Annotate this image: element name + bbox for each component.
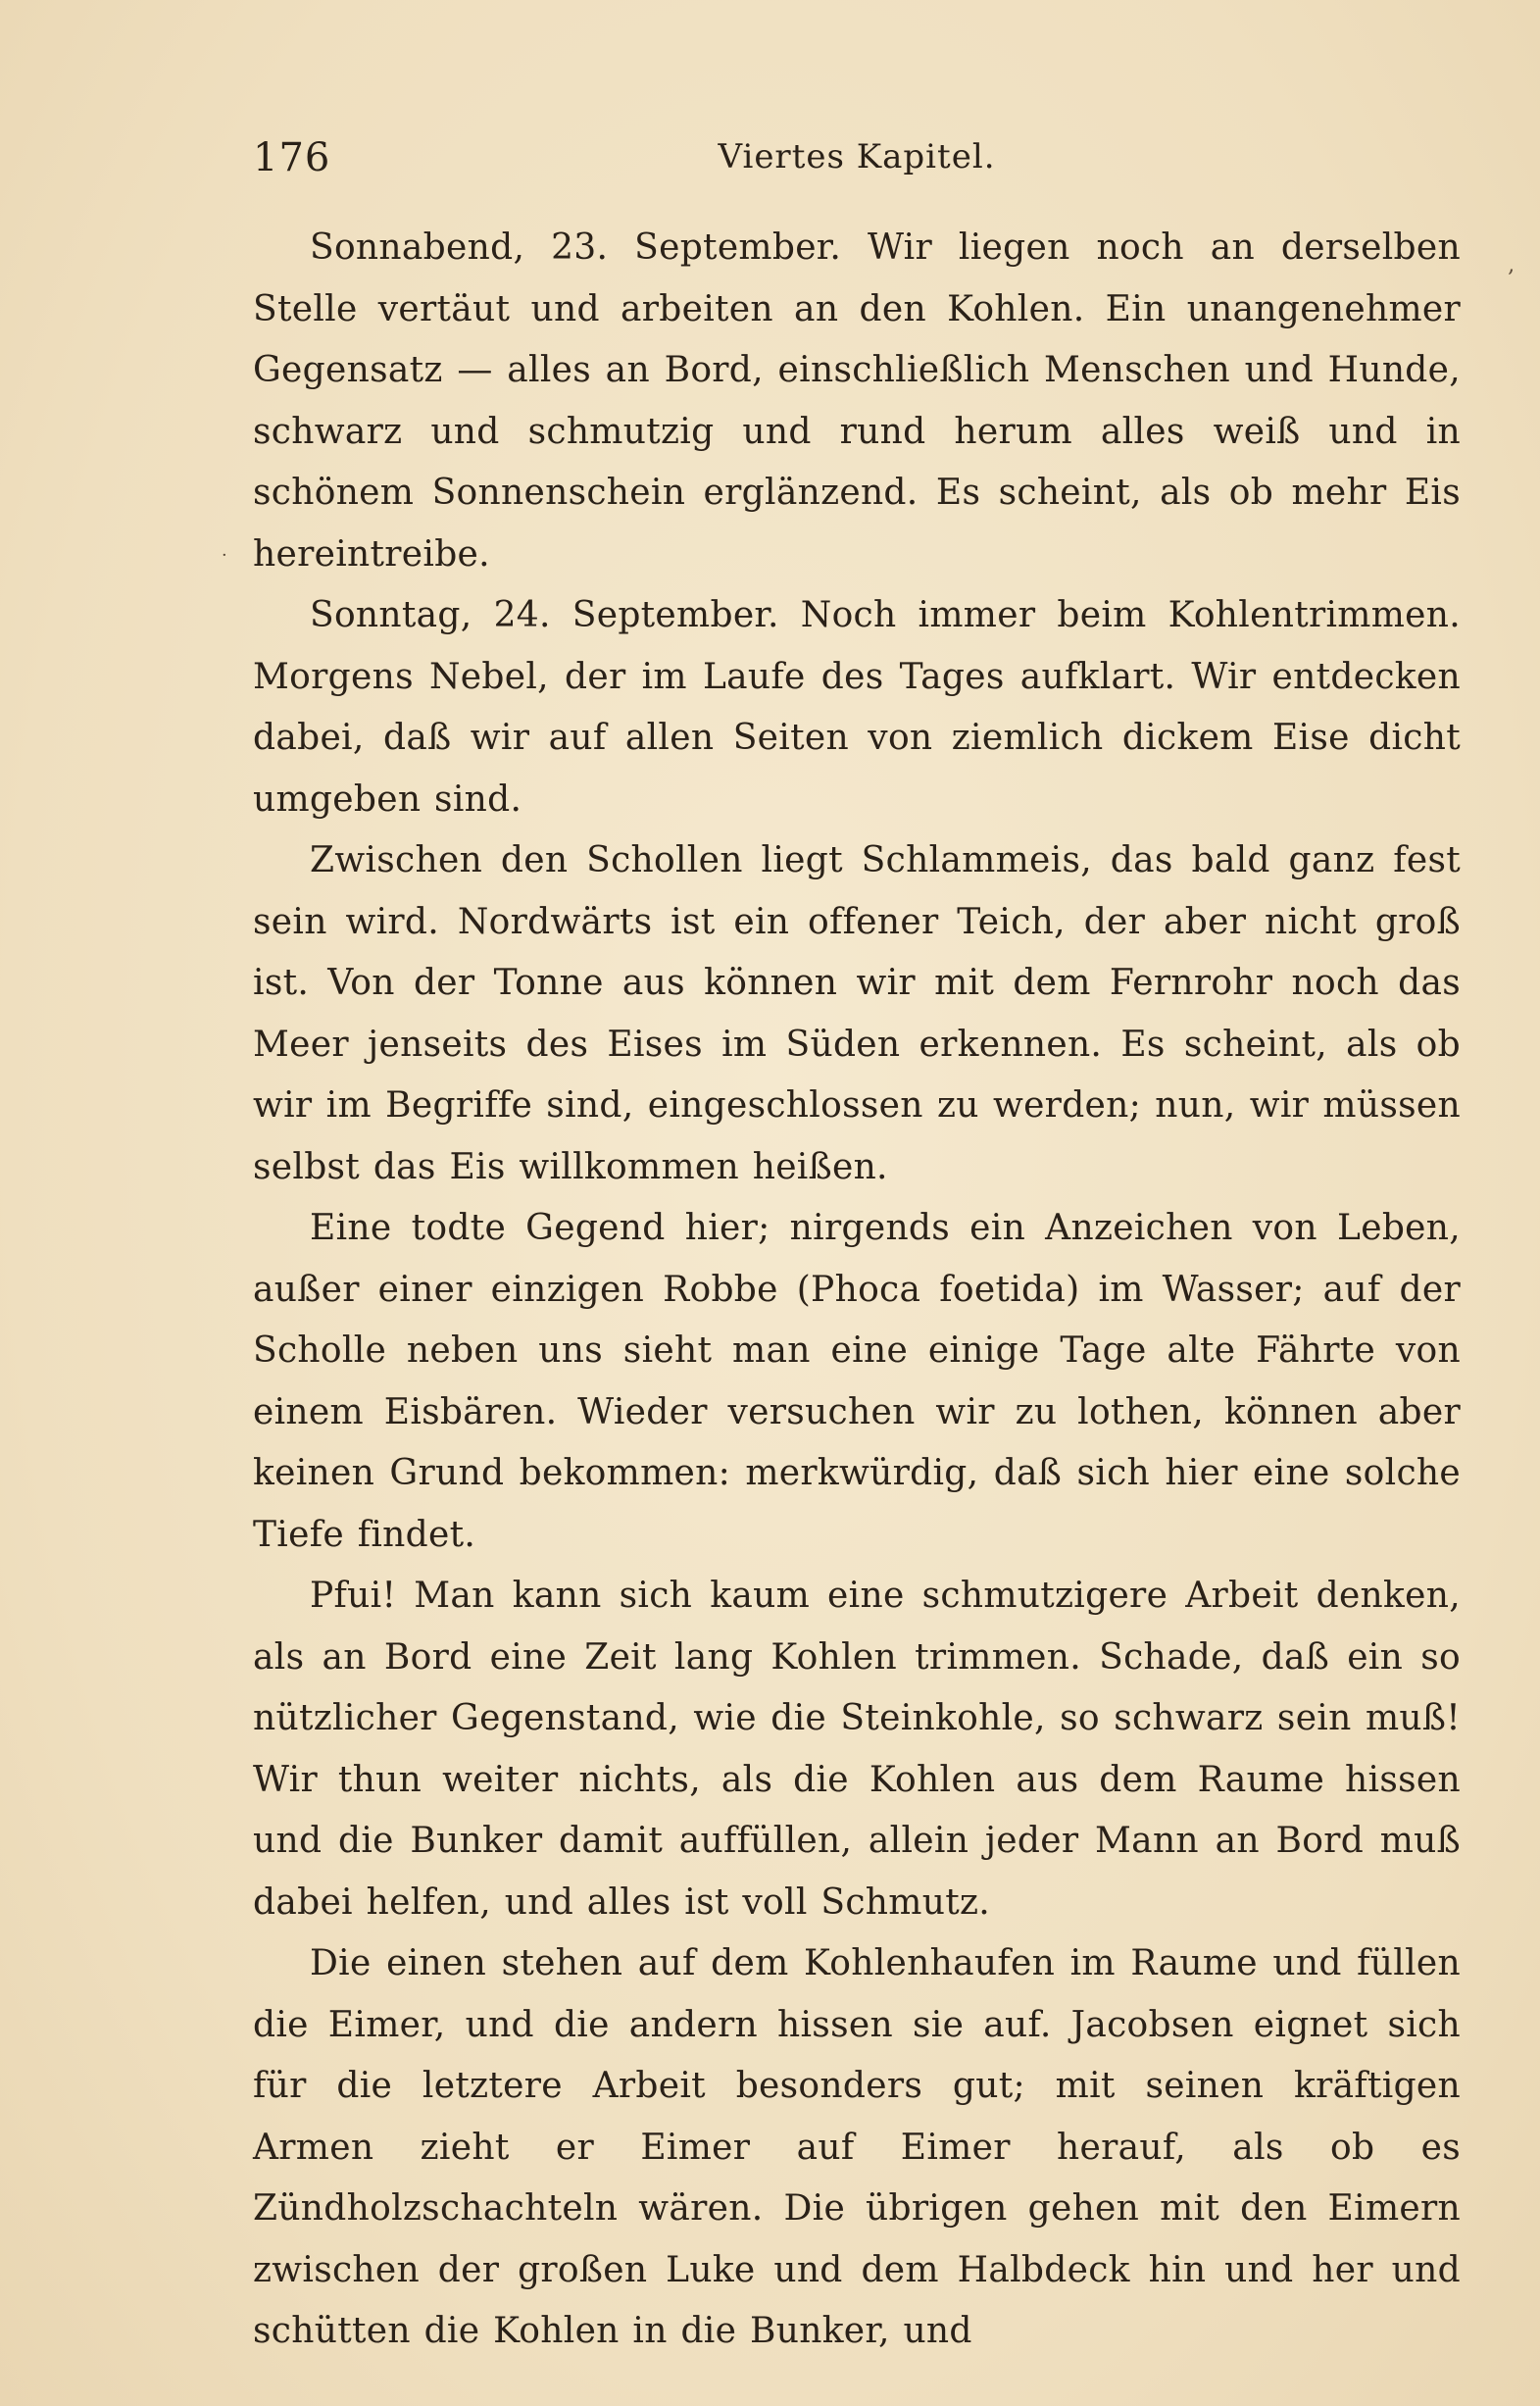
margin-mark-icon: ‚: [1508, 253, 1515, 277]
page-header: [253, 127, 1461, 186]
paragraph-3: Zwischen den Schollen liegt Schlammeis, das bald ganz fest sein wird. Nordwärts ist ein offener Teich, der aber nicht groß ist. Von der Tonne aus können wir mit dem Fernrohr noch das Meer jenseits des Eises im Süden erkennen. Es scheint, als ob wir im Begriffe sind, eingeschlossen zu werden; nun, wir müssen selbst das Eis willkommen heißen.: [253, 840, 1461, 1187]
paragraph-5: Pfui! Man kann sich kaum eine schmutzigere Arbeit denken, als an Bord eine Zeit lang Kohlen trimmen. Schade, daß ein so nützlicher Gegenstand, wie die Steinkohle, so schwarz sein muß! Wir thun weiter nichts, als die Kohlen aus dem Raume hissen und die Bunker damit auffüllen, allein jeder Mann an Bord muß dabei helfen, und alles ist voll Schmutz.: [253, 1576, 1461, 1923]
paragraph-2: Sonntag, 24. September. Noch immer beim Kohlentrimmen. Morgens Nebel, der im Laufe des Tages aufklart. Wir entdecken dabei, daß wir auf allen Seiten von ziemlich dickem Eise dicht umgeben sind.: [253, 595, 1461, 820]
page-number: 176: [253, 135, 331, 180]
paragraph-4: Eine todte Gegend hier; nirgends ein Anzeichen von Leben, außer einer einzigen Robbe (Phoca foetida) im Wasser; auf der Scholle neben uns sieht man eine einige Tage alte Fährte von einem Eisbären. Wieder versuchen wir zu lothen, können aber keinen Grund bekommen: merkwürdig, daß sich hier eine solche Tiefe findet.: [253, 1208, 1461, 1555]
running-head: Viertes Kapitel.: [718, 137, 996, 176]
stray-dot-icon: ·: [222, 545, 227, 566]
paragraph-6: Die einen stehen auf dem Kohlenhaufen im Raume und füllen die Eimer, und die andern hissen sie auf. Jacobsen eignet sich für die letztere Arbeit besonders gut; mit seinen kräftigen Armen zieht er Eimer auf Eimer herauf, als ob es Zündholzschachteln wären. Die übrigen gehen mit den Eimern zwischen der großen Luke und dem Halbdeck hin und her und schütten die Kohlen in die Bunker, und: [253, 1943, 1461, 2351]
body-text: [253, 218, 1461, 2363]
paragraph-1: Sonnabend, 23. September. Wir liegen noch an derselben Stelle vertäut und arbeiten an den Kohlen. Ein unangenehmer Gegensatz — alles an Bord, einschließlich Menschen und Hunde, schwarz und schmutzig und rund herum alles weiß und in schönem Sonnenschein erglänzend. Es scheint, als ob mehr Eis hereintreibe.: [253, 227, 1461, 575]
